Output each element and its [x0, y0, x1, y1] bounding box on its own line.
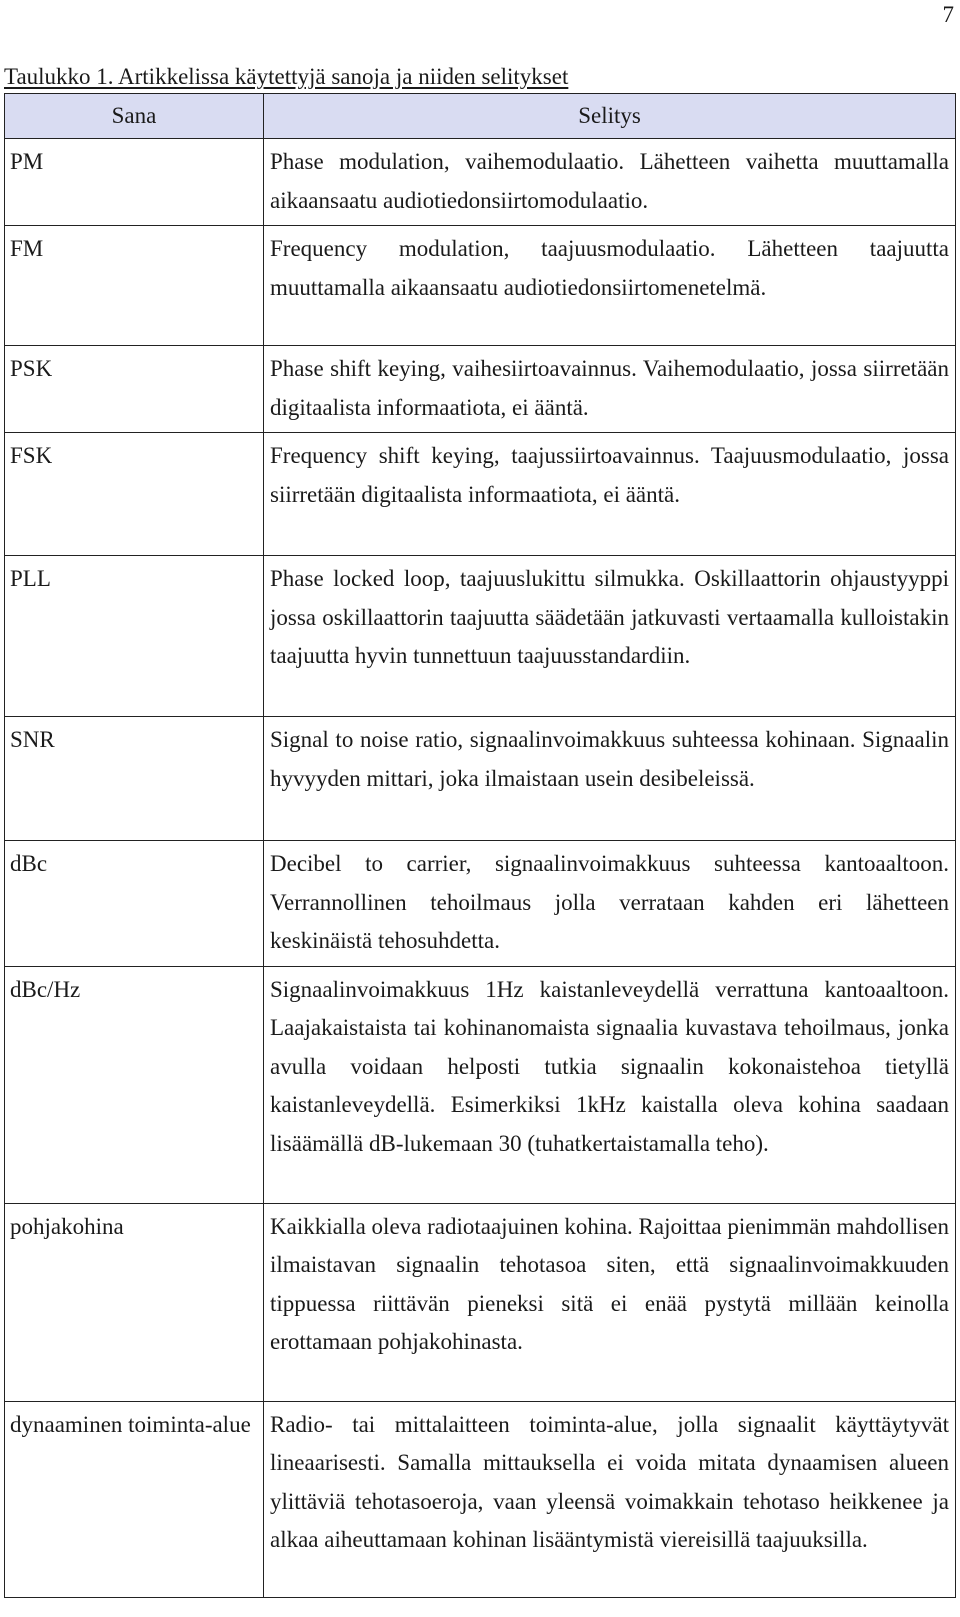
term-cell: FM: [5, 226, 264, 346]
description-cell: Phase shift keying, vaihesiirtoavainnus. Vaihemodulaatio, jossa siirretään digitaalista informaatiota, ei ääntä.: [264, 346, 956, 433]
description-cell: Phase locked loop, taajuuslukittu silmukka. Oskillaattorin ohjaustyyppi jossa oskillaattorin taajuutta säädetään jatkuvasti vertaamalla kulloistakin taajuutta hyvin tunnettuun taajuusstandardiin.: [264, 556, 956, 717]
description-cell: Frequency shift keying, taajussiirtoavainnus. Taajuusmodulaatio, jossa siirretään digitaalista informaatiota, ei ääntä.: [264, 433, 956, 556]
table-header-row: [5, 94, 956, 139]
description-cell: Phase modulation, vaihemodulaatio. Lähetteen vaihetta muuttamalla aikaansaatu audiotiedonsiirtomodulaatio.: [264, 139, 956, 226]
term-cell: PSK: [5, 346, 264, 433]
header-term: Sana: [5, 94, 264, 139]
description-cell: Signal to noise ratio, signaalinvoimakkuus suhteessa kohinaan. Signaalin hyvyyden mittari, joka ilmaistaan usein desibeleissä.: [264, 717, 956, 841]
page-number: 7: [942, 2, 954, 27]
table-row: [5, 1401, 956, 1597]
glossary-table: [4, 93, 956, 1598]
table-row: [5, 1203, 956, 1401]
term-cell: dBc: [5, 841, 264, 967]
term-cell: FSK: [5, 433, 264, 556]
table-row: [5, 139, 956, 226]
term-cell: SNR: [5, 717, 264, 841]
term-cell: dynaaminen toiminta-alue: [5, 1401, 264, 1597]
header-description: Selitys: [264, 94, 956, 139]
table-row: [5, 226, 956, 346]
term-cell: PLL: [5, 556, 264, 717]
table-row: [5, 717, 956, 841]
term-cell: dBc/Hz: [5, 966, 264, 1203]
description-cell: Radio- tai mittalaitteen toiminta-alue, jolla signaalit käyttäytyvät lineaarisesti. Samalla mittauksella ei voida mitata dynaamisen alueen ylittäviä tehotasoeroja, vaan yleensä voimakkain tehotaso heikkenee ja alkaa aiheuttamaan kohinan lisääntymistä viereisillä taajuuksilla.: [264, 1401, 956, 1597]
table-caption: Taulukko 1. Artikkelissa käytettyjä sanoja ja niiden selitykset: [4, 64, 569, 89]
table-row: [5, 556, 956, 717]
table-row: [5, 841, 956, 967]
table-row: [5, 433, 956, 556]
table-row: [5, 346, 956, 433]
table-row: [5, 966, 956, 1203]
term-cell: PM: [5, 139, 264, 226]
description-cell: Decibel to carrier, signaalinvoimakkuus suhteessa kantoaaltoon. Verrannollinen tehoilmaus jolla verrataan kahden eri lähetteen keskinäistä tehosuhdetta.: [264, 841, 956, 967]
term-cell: pohjakohina: [5, 1203, 264, 1401]
description-cell: Signaalinvoimakkuus 1Hz kaistanleveydellä verrattuna kantoaaltoon. Laajakaistaista tai kohinanomaista signaalia kuvastava tehoilmaus, jonka avulla voidaan helposti tutkia signaalin kokonaistehoa tietyllä kaistanleveydellä. Esimerkiksi 1kHz kaistalla oleva kohina saadaan lisäämällä dB-lukemaan 30 (tuhatkertaistamalla teho).: [264, 966, 956, 1203]
description-cell: Kaikkialla oleva radiotaajuinen kohina. Rajoittaa pienimmän mahdollisen ilmaistavan signaalin tehotasoa siten, että signaalinvoimakkuuden tippuessa riittävän pieneksi sitä ei enää pystytä millään keinolla erottamaan pohjakohinasta.: [264, 1203, 956, 1401]
description-cell: Frequency modulation, taajuusmodulaatio. Lähetteen taajuutta muuttamalla aikaansaatu audiotiedonsiirtomenetelmä.: [264, 226, 956, 346]
